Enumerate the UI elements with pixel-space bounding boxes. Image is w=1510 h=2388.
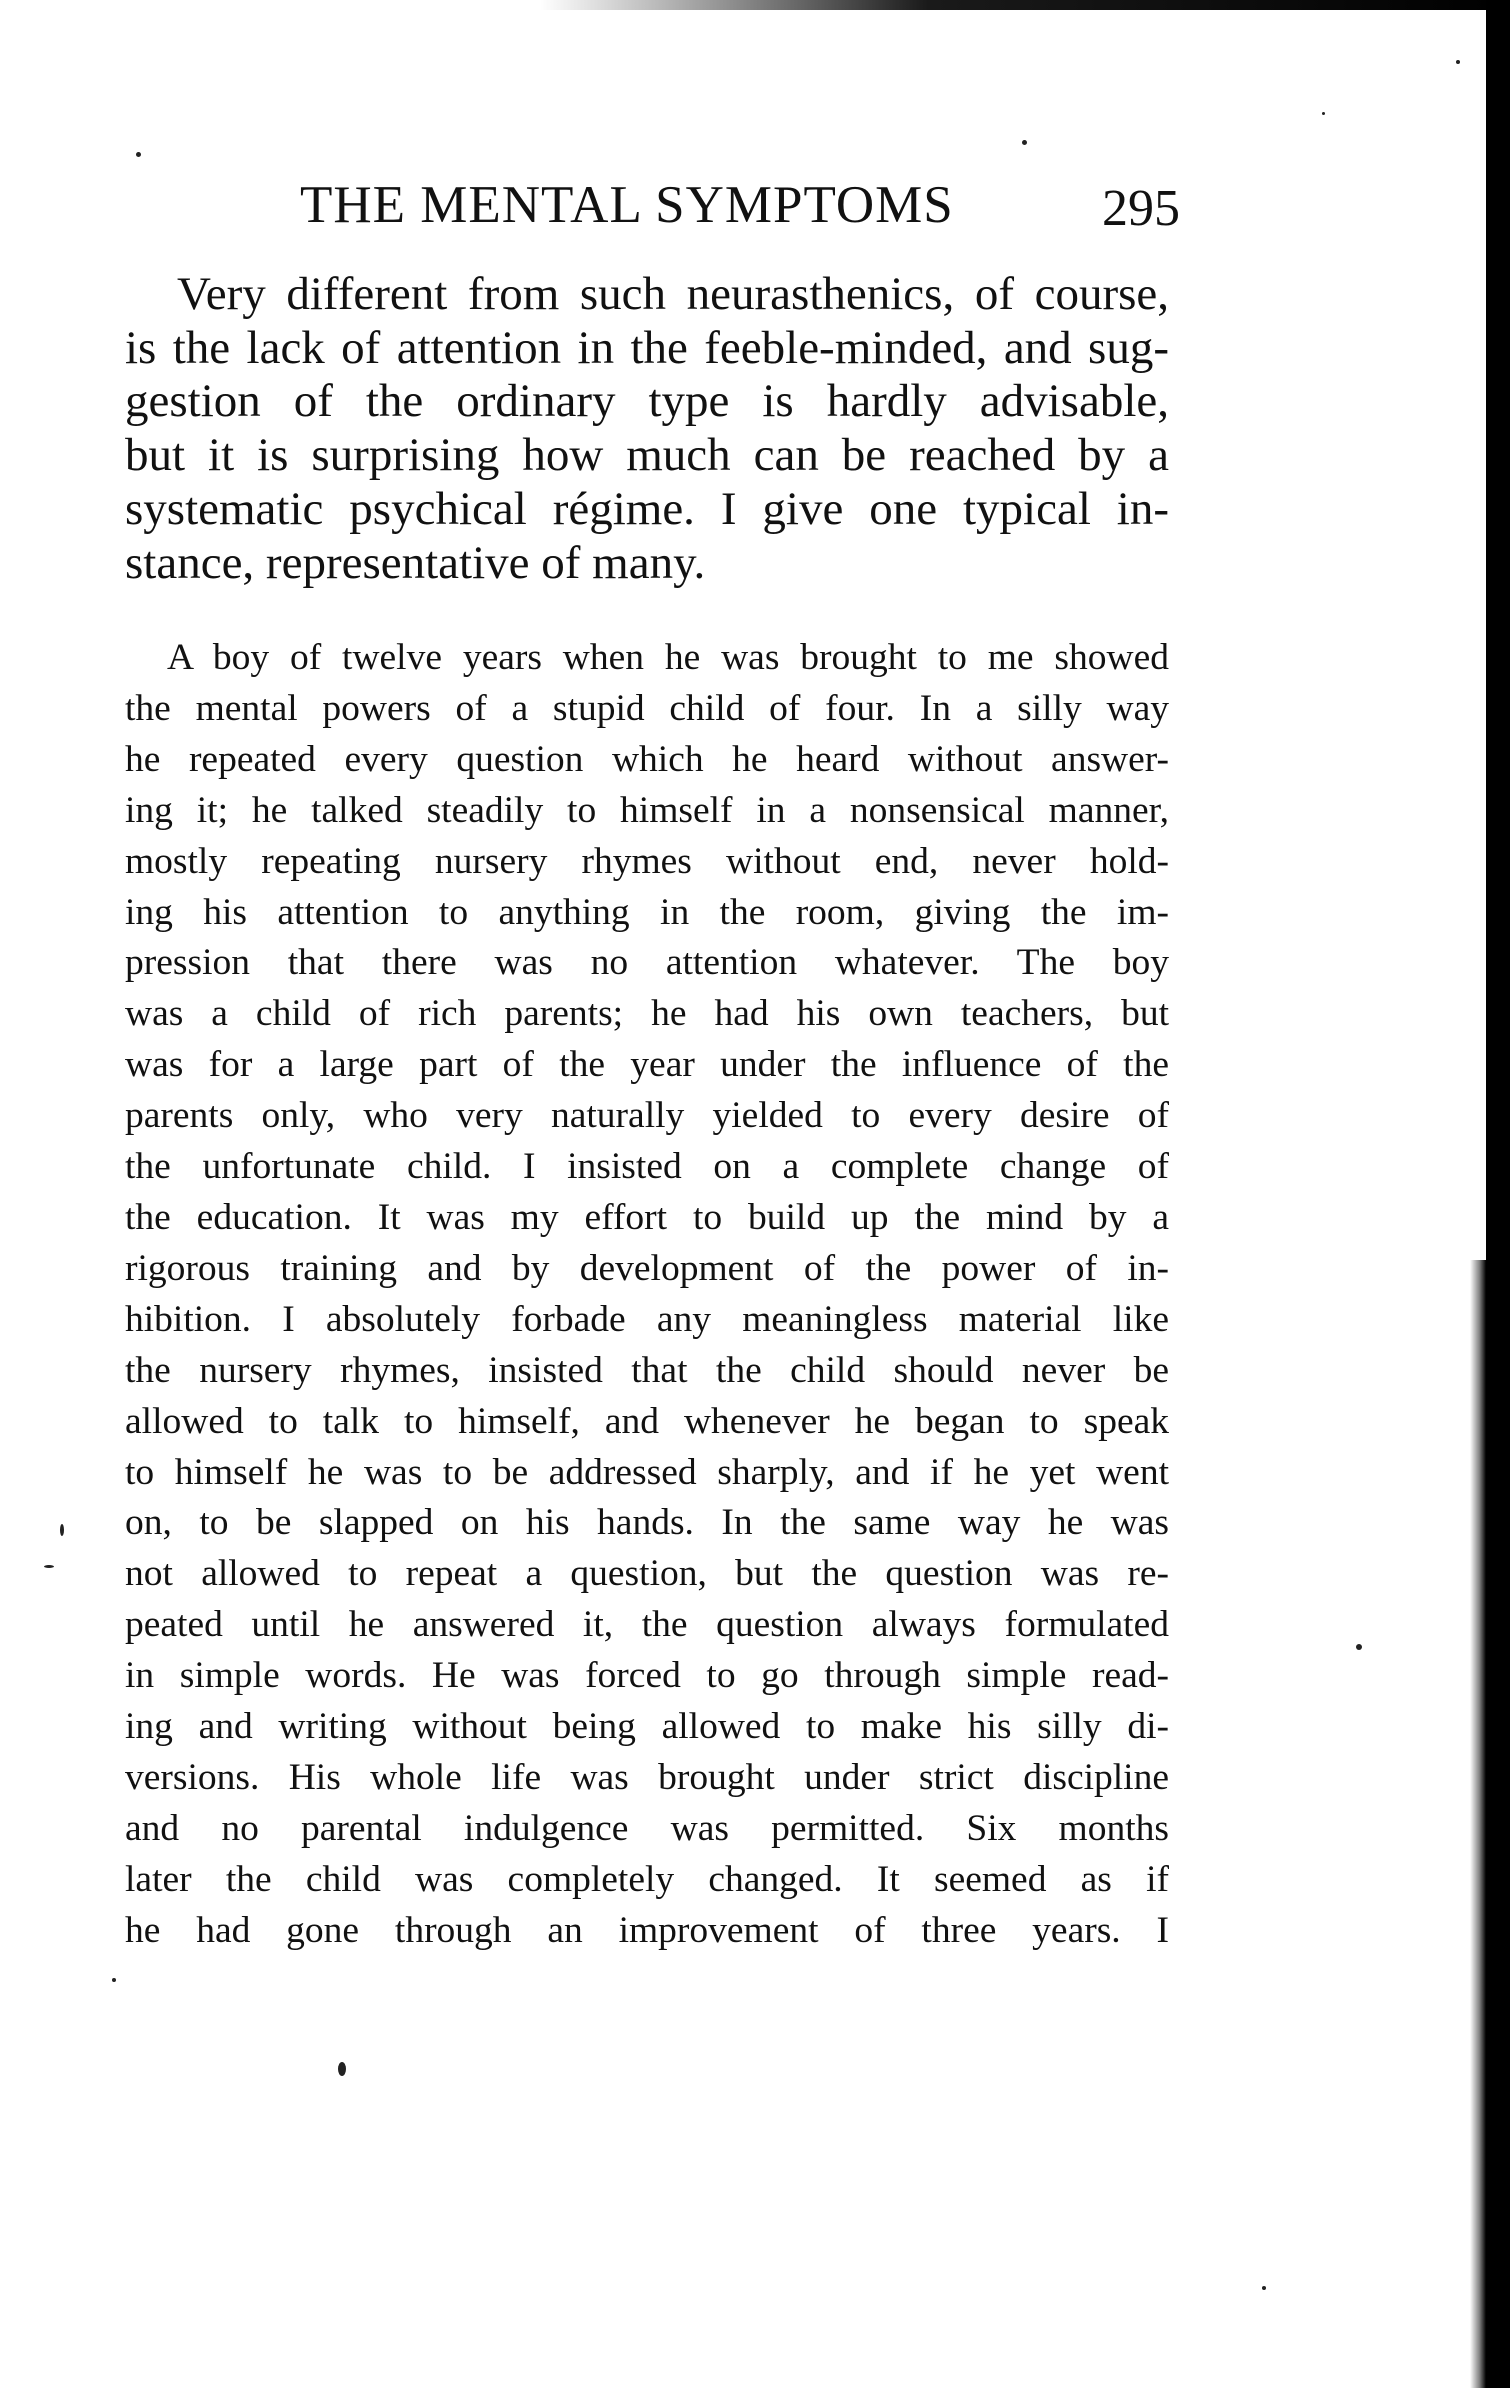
page-number: 295 [1102, 180, 1180, 237]
page-header [300, 170, 1180, 250]
text-line: stance, representative of many. [125, 536, 706, 589]
scan-speck [1022, 140, 1027, 145]
text-line: later the child was completely changed. It seemed as if [125, 1858, 1169, 1900]
scan-speck [1262, 2286, 1266, 2290]
text-line: A boy of twelve years when he was brought to me showed [167, 637, 1169, 678]
scan-edge-top [540, 0, 1510, 10]
text-line: the mental powers of a stupid child of four. In a silly way [125, 687, 1169, 729]
text-line: pression that there was no attention whatever. The boy [125, 942, 1169, 984]
running-title: THE MENTAL SYMPTOMS [300, 176, 954, 234]
text-line: on, to be slapped on his hands. In the same way he was [125, 1502, 1169, 1544]
text-line: in simple words. He was forced to go through simple read- [125, 1655, 1169, 1697]
text-line: he had gone through an improvement of three years. I [125, 1909, 1169, 1951]
text-line: is the lack of attention in the feeble-minded, and sug- [125, 321, 1169, 374]
paragraph-case-study [125, 633, 1169, 1957]
scan-speck [44, 1565, 54, 1568]
text-line: the nursery rhymes, insisted that the child should never be [125, 1349, 1169, 1391]
text-line: hibition. I absolutely forbade any meaningless material like [125, 1298, 1169, 1340]
scan-speck [1322, 112, 1325, 115]
text-line: ing and writing without being allowed to make his silly di- [125, 1706, 1169, 1748]
scan-edge-right [1486, 0, 1510, 2388]
text-line: Very different from such neurasthenics, of course, [177, 268, 1169, 320]
text-line: allowed to talk to himself, and whenever he began to speak [125, 1400, 1169, 1442]
text-line: and no parental indulgence was permitted. Six months [125, 1807, 1169, 1849]
text-line: rigorous training and by development of the power of in- [125, 1247, 1169, 1289]
text-line: to himself he was to be addressed sharply, and if he yet went [125, 1451, 1169, 1493]
text-line: mostly repeating nursery rhymes without end, never hold- [125, 840, 1169, 882]
text-line: versions. His whole life was brought under strict discipline [125, 1756, 1169, 1798]
scan-speck [60, 1524, 64, 1536]
text-line: ing it; he talked steadily to himself in a nonsensical manner, [125, 789, 1169, 831]
text-line: ing his attention to anything in the room, giving the im- [125, 891, 1169, 933]
scan-speck [1356, 1644, 1362, 1650]
text-line: was for a large part of the year under the influence of the [125, 1044, 1169, 1086]
paragraph-intro [125, 268, 1169, 590]
text-line: systematic psychical régime. I give one typical in- [125, 482, 1169, 535]
text-line: parents only, who very naturally yielded to every desire of [125, 1095, 1169, 1137]
text-line: peated until he answered it, the question always formulated [125, 1604, 1169, 1646]
text-line: not allowed to repeat a question, but the question was re- [125, 1553, 1169, 1595]
text-line: was a child of rich parents; he had his own teachers, but [125, 993, 1169, 1035]
scan-speck [112, 1978, 116, 1982]
scan-speck [1456, 60, 1460, 64]
scan-edge-shadow [1470, 1260, 1486, 2388]
scan-speck [338, 2062, 346, 2076]
text-line: gestion of the ordinary type is hardly advisable, [125, 375, 1169, 428]
text-line: he repeated every question which he heard without answer- [125, 738, 1169, 780]
text-line: but it is surprising how much can be reached by a [125, 429, 1169, 482]
scan-speck [136, 152, 141, 157]
text-line: the education. It was my effort to build up the mind by a [125, 1196, 1169, 1238]
text-line: the unfortunate child. I insisted on a complete change of [125, 1146, 1169, 1188]
